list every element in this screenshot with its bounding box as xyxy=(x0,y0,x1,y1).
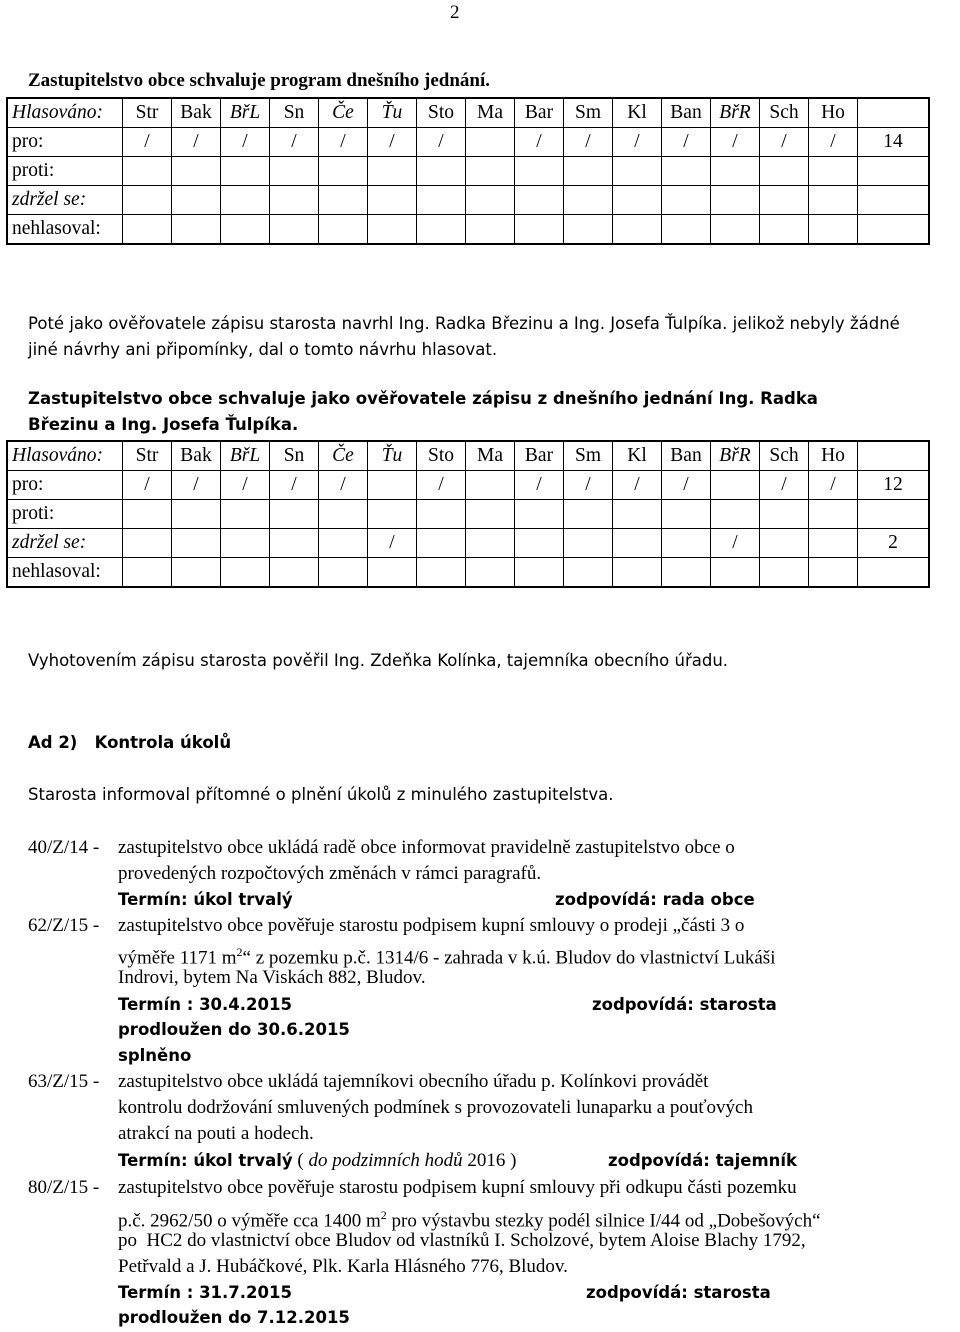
task-responsible: zodpovídá: starosta xyxy=(586,1283,771,1302)
task-text: zastupitelstvo obce pověřuje starostu podpisem kupní smlouvy při odkupu části pozemku xyxy=(118,1177,797,1198)
vote-cell: Ban xyxy=(662,441,711,471)
vote-cell: / xyxy=(270,128,319,157)
task-text: po HC2 do vlastnictví obce Bludov od vlastníků I. Scholzové, bytem Aloise Blachy 1792, xyxy=(118,1230,806,1251)
vote-cell: / xyxy=(613,128,662,157)
task-responsible: zodpovídá: starosta xyxy=(592,995,777,1014)
vote-cell xyxy=(123,215,172,245)
vote-cell: Ma xyxy=(466,98,515,128)
vote-cell: / xyxy=(515,471,564,500)
vote-cell xyxy=(172,500,221,529)
vote-cell: Sch xyxy=(760,98,809,128)
vote-cell xyxy=(368,157,417,186)
vote-cell xyxy=(662,500,711,529)
vote-cell xyxy=(368,500,417,529)
vote-cell xyxy=(515,186,564,215)
vote-cell xyxy=(613,529,662,558)
vote-cell xyxy=(613,500,662,529)
vote-cell: BřR xyxy=(711,441,760,471)
vote-cell: Sn xyxy=(270,98,319,128)
vote-cell xyxy=(417,529,466,558)
vote-cell xyxy=(417,558,466,588)
vote-cell xyxy=(466,471,515,500)
vote-cell xyxy=(221,500,270,529)
vote-row-label: nehlasoval: xyxy=(7,215,123,245)
vote-cell xyxy=(368,558,417,588)
vote-cell xyxy=(123,558,172,588)
vote-cell xyxy=(270,500,319,529)
vote-cell xyxy=(466,128,515,157)
vote-cell: Str xyxy=(123,441,172,471)
vote-cell xyxy=(172,186,221,215)
paragraph-report: Starosta informoval přítomné o plnění úkolů z minulého zastupitelstva. xyxy=(28,785,614,804)
page-number: 2 xyxy=(450,2,460,23)
task-responsible: zodpovídá: rada obce xyxy=(555,890,755,909)
vote-cell: Ťu xyxy=(368,98,417,128)
vote-cell xyxy=(172,215,221,245)
vote-total xyxy=(858,500,930,529)
task-text: výměře 1171 $m^2“$ z pozemku p.č. 1314/6 - zahrada v k.ú. Bludov do vlastnictví Lukáši xyxy=(118,945,776,969)
vote-cell xyxy=(270,529,319,558)
vote-cell xyxy=(123,529,172,558)
vote-cell xyxy=(515,558,564,588)
vote-cell xyxy=(711,471,760,500)
vote-cell xyxy=(319,500,368,529)
vote-cell: / xyxy=(270,471,319,500)
vote-cell: / xyxy=(711,529,760,558)
vote-cell: Sm xyxy=(564,441,613,471)
vote-cell xyxy=(172,157,221,186)
vote-cell xyxy=(809,500,858,529)
vote-cell xyxy=(662,186,711,215)
vote-cell xyxy=(564,215,613,245)
vote-cell xyxy=(221,157,270,186)
vote-cell xyxy=(123,500,172,529)
vote-cell: Bar xyxy=(515,98,564,128)
paragraph-minutes: Vyhotovením zápisu starosta pověřil Ing. Zdeňka Kolínka, tajemníka obecního úřadu. xyxy=(28,651,729,670)
vote-cell xyxy=(270,186,319,215)
vote-cell xyxy=(270,558,319,588)
vote-cell xyxy=(613,157,662,186)
vote-cell xyxy=(368,186,417,215)
task-text: kontrolu dodržování smluvených podmínek s provozovateli lunaparku a pouťových xyxy=(118,1097,753,1118)
task-id: 40/Z/14 - xyxy=(28,837,100,858)
vote-cell xyxy=(123,186,172,215)
vote-cell xyxy=(270,215,319,245)
vote-cell xyxy=(319,558,368,588)
vote-cell: / xyxy=(564,128,613,157)
vote-row xyxy=(7,186,929,215)
vote-row-label: proti: xyxy=(7,157,123,186)
resolution-verifiers: Zastupitelstvo obce schvaluje jako ověřovatele zápisu z dnešního jednání Ing. Radka Březinu a Ing. Josefa Ťulpíka. xyxy=(28,389,818,434)
vote-cell: / xyxy=(319,471,368,500)
vote-cell: / xyxy=(368,529,417,558)
vote-cell: / xyxy=(662,128,711,157)
vote-cell: / xyxy=(123,128,172,157)
vote-cell xyxy=(809,157,858,186)
vote-row-label: pro: xyxy=(7,128,123,157)
task-text: zastupitelstvo obce ukládá tajemníkovi obecního úřadu p. Kolínkovi provádět xyxy=(118,1071,709,1092)
vote-total xyxy=(858,558,930,588)
vote-cell: / xyxy=(368,128,417,157)
vote-cell: Ťu xyxy=(368,441,417,471)
vote-cell xyxy=(319,157,368,186)
vote-cell: Kl xyxy=(613,98,662,128)
vote-row xyxy=(7,215,929,245)
vote-row xyxy=(7,128,929,157)
vote-total: 14 xyxy=(858,128,930,157)
vote-cell: / xyxy=(417,128,466,157)
task-text: provedených rozpočtových změnách v rámci paragrafů. xyxy=(118,863,542,884)
task-term: Termín : 30.4.2015 xyxy=(118,995,292,1014)
vote-cell: Če xyxy=(319,441,368,471)
vote-cell: BřL xyxy=(221,441,270,471)
task-text: zastupitelstvo obce ukládá radě obce informovat pravidelně zastupitelstvo obce o xyxy=(118,837,735,858)
vote-cell xyxy=(613,558,662,588)
vote-cell: Bak xyxy=(172,98,221,128)
vote-total xyxy=(858,98,930,128)
vote-cell: / xyxy=(319,128,368,157)
vote-cell: BřR xyxy=(711,98,760,128)
vote-row-label: proti: xyxy=(7,500,123,529)
vote-row xyxy=(7,529,929,558)
vote-cell xyxy=(760,529,809,558)
vote-cell xyxy=(466,186,515,215)
vote-cell xyxy=(760,500,809,529)
vote-cell: Sto xyxy=(417,441,466,471)
task-text: atrakcí na pouti a hodech. xyxy=(118,1123,314,1144)
task-text: Petřvald a J. Hubáčkové, Plk. Karla Hlásného 776, Bludov. xyxy=(118,1256,568,1277)
vote-cell xyxy=(613,186,662,215)
vote-cell xyxy=(417,157,466,186)
vote-cell: Sto xyxy=(417,98,466,128)
vote-cell: Sch xyxy=(760,441,809,471)
task-id: 63/Z/15 - xyxy=(28,1071,100,1092)
vote-cell xyxy=(662,529,711,558)
vote-cell: Bak xyxy=(172,441,221,471)
vote-cell xyxy=(319,215,368,245)
vote-cell xyxy=(662,558,711,588)
vote-cell: Sn xyxy=(270,441,319,471)
vote-table-verifiers xyxy=(6,440,930,588)
vote-cell: / xyxy=(172,471,221,500)
vote-cell xyxy=(221,558,270,588)
vote-cell xyxy=(270,157,319,186)
task-text: p.č. 2962/50 o výměře cca 1400 $m^2$ pro výstavbu stezky podél silnice I/44 od „Dobešových“ xyxy=(118,1208,821,1232)
vote-cell xyxy=(711,157,760,186)
paragraph-verifiers: Poté jako ověřovatele zápisu starosta navrhl Ing. Radka Březinu a Ing. Josefa Ťulpíka. jelikož nebyly žádné jiné návrhy ani připomínky, dal o tomto návrhu hlasovat. xyxy=(28,314,900,359)
vote-cell xyxy=(368,471,417,500)
vote-cell xyxy=(417,500,466,529)
vote-cell xyxy=(417,215,466,245)
vote-cell xyxy=(564,157,613,186)
vote-total xyxy=(858,186,930,215)
vote-cell xyxy=(711,215,760,245)
vote-cell xyxy=(466,500,515,529)
vote-row-label: Hlasováno: xyxy=(7,98,123,128)
task-extension: prodloužen do 30.6.2015 xyxy=(118,1020,350,1039)
vote-row-label: nehlasoval: xyxy=(7,558,123,588)
vote-cell: Ma xyxy=(466,441,515,471)
vote-cell xyxy=(711,500,760,529)
vote-cell: / xyxy=(123,471,172,500)
vote-row-label: zdržel se: xyxy=(7,529,123,558)
task-term: Termín: úkol trvalý xyxy=(118,890,293,909)
vote-cell: / xyxy=(172,128,221,157)
vote-cell xyxy=(368,215,417,245)
vote-row-label: zdržel se: xyxy=(7,186,123,215)
vote-cell: BřL xyxy=(221,98,270,128)
vote-cell xyxy=(760,215,809,245)
vote-total xyxy=(858,441,930,471)
vote-header-row xyxy=(7,441,929,471)
vote-cell: / xyxy=(809,128,858,157)
vote-cell xyxy=(172,529,221,558)
vote-cell xyxy=(809,529,858,558)
vote-cell: Sm xyxy=(564,98,613,128)
vote-cell: Ho xyxy=(809,441,858,471)
vote-cell xyxy=(172,558,221,588)
vote-total: 12 xyxy=(858,471,930,500)
vote-header-row xyxy=(7,98,929,128)
vote-cell: Bar xyxy=(515,441,564,471)
task-text: Indrovi, bytem Na Viskách 882, Bludov. xyxy=(118,967,426,988)
vote-cell xyxy=(809,215,858,245)
task-term: Termín : 31.7.2015 xyxy=(118,1283,292,1302)
vote-total xyxy=(858,157,930,186)
vote-cell: / xyxy=(613,471,662,500)
vote-cell xyxy=(515,215,564,245)
vote-total xyxy=(858,215,930,245)
vote-row xyxy=(7,157,929,186)
vote-table-program xyxy=(6,97,930,245)
vote-cell: / xyxy=(515,128,564,157)
vote-cell: / xyxy=(662,471,711,500)
vote-cell xyxy=(466,558,515,588)
task-extension: prodloužen do 7.12.2015 xyxy=(118,1308,350,1327)
vote-cell xyxy=(123,157,172,186)
vote-cell xyxy=(221,529,270,558)
vote-cell xyxy=(564,500,613,529)
vote-cell xyxy=(564,558,613,588)
task-term-line: Termín: úkol trvalý ( do podzimních hodů 2016 ) xyxy=(118,1150,517,1171)
vote-cell xyxy=(564,529,613,558)
task-id: 62/Z/15 - xyxy=(28,915,100,936)
vote-cell xyxy=(662,215,711,245)
vote-row xyxy=(7,500,929,529)
vote-cell xyxy=(319,186,368,215)
vote-cell xyxy=(515,500,564,529)
vote-cell xyxy=(662,157,711,186)
vote-cell xyxy=(760,186,809,215)
section-heading: Ad 2) Kontrola úkolů xyxy=(28,733,232,752)
vote-cell: Str xyxy=(123,98,172,128)
vote-cell xyxy=(466,157,515,186)
resolution-program: Zastupitelstvo obce schvaluje program dnešního jednání. xyxy=(28,70,491,91)
vote-cell: Če xyxy=(319,98,368,128)
vote-cell xyxy=(711,558,760,588)
vote-row-label: Hlasováno: xyxy=(7,441,123,471)
vote-cell xyxy=(760,157,809,186)
vote-cell: / xyxy=(760,471,809,500)
vote-cell xyxy=(466,215,515,245)
vote-cell: / xyxy=(809,471,858,500)
vote-cell xyxy=(221,215,270,245)
vote-cell xyxy=(760,558,809,588)
vote-cell: / xyxy=(711,128,760,157)
vote-cell xyxy=(515,529,564,558)
vote-cell xyxy=(711,186,760,215)
vote-cell: / xyxy=(417,471,466,500)
vote-row xyxy=(7,471,929,500)
vote-cell: Ban xyxy=(662,98,711,128)
vote-cell: / xyxy=(221,471,270,500)
vote-cell xyxy=(466,529,515,558)
vote-cell xyxy=(564,186,613,215)
vote-cell: / xyxy=(760,128,809,157)
vote-cell: / xyxy=(221,128,270,157)
vote-cell xyxy=(809,186,858,215)
vote-cell: / xyxy=(564,471,613,500)
vote-cell xyxy=(613,215,662,245)
vote-total: 2 xyxy=(858,529,930,558)
task-responsible: zodpovídá: tajemník xyxy=(608,1151,798,1170)
vote-cell xyxy=(809,558,858,588)
vote-cell xyxy=(319,529,368,558)
vote-cell: Kl xyxy=(613,441,662,471)
task-id: 80/Z/15 - xyxy=(28,1177,100,1198)
vote-row xyxy=(7,558,929,588)
vote-cell: Ho xyxy=(809,98,858,128)
vote-cell xyxy=(221,186,270,215)
task-text: zastupitelstvo obce pověřuje starostu podpisem kupní smlouvy o prodeji „části 3 o xyxy=(118,915,745,936)
vote-cell xyxy=(417,186,466,215)
task-status: splněno xyxy=(118,1046,192,1065)
vote-row-label: pro: xyxy=(7,471,123,500)
vote-cell xyxy=(515,157,564,186)
